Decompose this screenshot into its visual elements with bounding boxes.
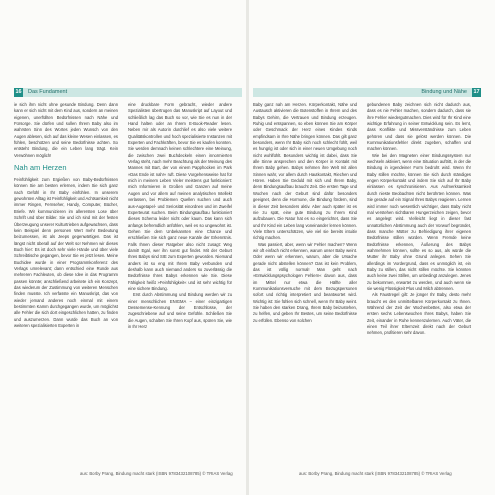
- header-bar: [253, 88, 481, 97]
- text-column-2: [367, 102, 471, 422]
- paragraph: Als Faustregel gilt: Je jünger Ihr Baby, desto mehr braucht es den unmittelbaren Körperkontakt zu Ihnen. Während der Zeit der Wochenbettes, also etwa der ersten sechs Lebenswochen Ihres Babys, haben Sie Zeit, einander in Ruhe kennenzulernen. Auch Väter, die einen Teil ihrer Elternzeit direkt nach der Geburt nehmen, profitieren sehr davon.: [367, 292, 471, 336]
- paragraph: ie sich ihm nicht ohne gesunde Bindung. Denn dann kann er sich nicht mit dem Kind aus, sondern an meinen eigenen, unerfüllten Bedürfnissen nach Nähe und Fürsorge. Sie dürfen und sollen Ihrem Baby also im wahrsten Sinn des Wortes jeden Wunsch von den Augen ablesen, sich auf das kleine Wesen einlassen, es fühlen, beschützen und seine Bedürfnisse achten. So entsteht Bindung, die ein Leben lang trägt. Kein Verwöhnen möglich!: [14, 102, 118, 158]
- left-page: [0, 0, 246, 495]
- header-bar: [14, 88, 242, 97]
- running-head: Bindung und Nähe: [421, 89, 467, 95]
- page-number: 16: [15, 89, 22, 95]
- right-page: [249, 0, 495, 495]
- paragraph: Feinfühligkeit zum Ergießen von Baby-Bedürfnissen können Sie am besten erlernen, indem Sie sich ganz nach Gefühl in Ihr Baby einfühlen. In unserem gewohnten Alltag ist Feinfühligkeit und Achtsamkeit nicht immer Ringen, Fernseher, Handy, Computer, Bücher, Briefe. Wir kommunizieren im allerersten Lose über Schrift und über Bilder. Sie und ich sind mit der festen Überzeugung unserer Kulturtrieben aufgewachsen, dass kein Beispiel denn personen Wert mehr Bedeutung beizumessen, ist als Jeeps gegenwärtigen. Das ist längst nicht überall auf der Welt so! Nehmen wir dieses Buch hier: Es ist doch sehr viele Hände und über viele Schreibtische gegangen, bevor Sie es jetzt lesen. Meine Buchidee wurde in einer Programmkonferenz des Verlags umrelevant; dann entschied eine Runde aus mehreren Fachleuten, ob diese Idee in das Programm passen könnte; anschließend arbeitete ich ein Konzept, das wiederum der Zustimmung von weiteren Menschen finden musste. Ich verfasste ein Manuskript, das von wieder jemand anderes noch einmal mit einem bestimmten Kamm durchgegangen wurde, um möglichst alle Fehler die sich dort eingeschlichen hatten, zu finden und auszumerzen. Dann wurde das Buch an von weiteren spezialisierten Experten in: [14, 177, 118, 328]
- paragraph: Was passiert, aber, wenn wir Fehler machen? Wenn wir oft einfach nicht erkennen, warum unser Baby weint. Oder wenn wir erkennen, warum, aber die Ursache gerade nicht abstellen können? Das ist kein Problem, das ist völlig normal! Man geht nach »Entwicklungspsychologen Fehlern« davon aus, dass im Mittel nur etwa die Hälfte aller Kommunikationsversuche mit dem Bezugspersonen sofort und richtig interpretiert und beantwortet wird. Wichtig ist: Sie fühlen sich schnell, wenn Ihr Baby weint. Sie haben den starken Drang, Ihrem Baby beizustehen, zu helfen, und geben Ihr Bestes, um seine Bedürfnisse zu erfüllen. Ebenso von solchen: [253, 241, 357, 323]
- paragraph: eine druckbare Form gebracht, wieder andere Spezialisten übertrugen das Manuskript auf Layout und schließlich lag das Buch so vor, wie Sie es nun in der Hand halten oder an Ihrem E-Book-Reader lesen. Neben mir als Autorin durchlief es also viele weitere Qualitätskontrollen und hoch spezialisierte Instanzen mit Experten und Fachkräften, bevor Sie es kaufen konnten. Sie werden demnach keinen schlechtere eine Meinung, die zwischen zwei Buchdeckeln einen innormierten Verlag steht, nach mehr Beachtung als der Meinung des Mannes mit Bart, der von einem Papphocken im Park »Das Ende ist nah!« ruft. Diese Vorgehensweise hat für mich in meinem Leben Vieler meistens gut funktioniert: mich Informieren in Großen und Ganzen auf meine Augen und vor allem auf meinen analytischen Intellekt verlassen, bei Problemen Quellen suchen und auch aus-Augetapel- und Seriosität einordnen und im Zweifel Experteurat suchen. Beim Bindungsaufbau funktioniert dieses Schema leider nicht oder kaum. Das kann sich anfangs befremdlich anfühlen, weil es so ungewohnt ist. Gehen Sie dem Unbekannten eine Chance und erschließen Sie sich ganz neue Kanäle der Erkenntnis. Falls Ihnen dieser Ratgeber also nicht zusagt: Weg damit! Egal, wer ihn sonst gut findet. Mit der Geburt Ihres Babys sind SIE zum Experten geworden. Niemand anders ist so eng mit Ihrem Baby verbunden und deshalb kann auch niemand anders so zuverlässig die Bedürfnisse Ihres Babys erkennen wie Sie. Diese Fähigkeit heißt »Feinfühligkeit« und ist sehr wichtig für eine sichere Bindung.: [128, 102, 232, 291]
- running-head: Das Fundament: [28, 89, 68, 95]
- paragraph: Wie bei den Magneten einer Bindungssystem nur wechseln aktiviert, wenn eine Situation auftritt, in der die Bindung in irgendeiner Form bedroht wird. Wenn Ihr Baby stillen möchte, können Sie sich durch ständiges engen Körperkontakt und indem Sie sich auf Ihr Baby einlassen es synchronisieren. Aus Aufmerksamkeit durch nieste Beobachten nicht berührten können. Was Sie gerade auf ein Signal Ihres Babys reagieren. Lernen wird immer noch wesentlich wichtiger, dass Baby nicht mal verstehen sichtbaren Hungerzeichen zeigen, bevor es angelegt wird. Vielleicht liegt in dieser fast unnatürlichen Abstimmung auch der Vorwurf begründet, dass manche Mütter zu Befriedigung ihrer eigenen Bedürfnisse stillen würden. Wenn Fremde keine Bedürfnisse erkennen, Äußerung des Babys wahrnehmen können, sollte es so aus, als würde die Mutter ihr Baby ohne Grund anlegen. Sehen Sie allerdings im Vordergrund, dass es unmöglich ist, ein Baby zu stillen, das nicht stillen möchte. Sie könnten auch keine zwei Stillen, um unbedingt anzulegen. Jenes zu bekommen, erwartet zu werden, und auch wenn sie sie wenig Flüssigkeit Plus und Milch abtrennen.: [367, 152, 471, 291]
- text-column-1: [253, 102, 357, 422]
- paragraph: gebundenen Baby zeichnen sich nicht dadurch aus, dass es nie Fehler machen, sondern dadurch, dass sie ihre Fehler wiedergutmachen. Dies wird für Ihr Kind eine wichtige Erfahrung in seiner Entwicklung sein. Es lernt, dass Konflikte und Missverständnisse zum Leben gehören und dass sie gelöst werden können. Die Kommunikationsfehler direkt zugeben, schaffen und machen können.: [367, 102, 471, 152]
- text-column-1: [14, 102, 118, 422]
- paragraph: Baby ganz nah am Herzen. Körperkontakt, Nähe und Austausch aktivieren die Botenstoffen in Ihrem und des Babys Gehirn, die Vertrauen und Bindung erzeugen. Ruhig und entspannen, so eben können Sie am Körper oder Geschmack der Herz eines Kindes Kinds empfindsam in Ihre Nähe bringen können. Das gilt ganz besonders, wenn Ihr Baby sich noch schlecht fühlt, weil es hungrig ist oder sich in einer neuen Umgebung noch nicht wohlfühlt. Besonders wichtig ist dabei, dass Sie alle Sinne ansprechen und den Körper in Kontakt mit Ihrem Baby gehen. Babys nehmen ihre Welt mit allen Sinnen wahr, vor allem durch Hautkontakt, Riechen und Hören. Haben Sie Geduld mit sich und Ihrem Baby, denn Bindungsaufbau braucht Zeit. Die ersten Tage und Wochen nach der Geburt sind dafür besonders geeignet, denn die Hormone, die Bindung fördern, sind in dieser Zeit besonders aktiv. Aber auch später ist es nie zu spät, eine gute Bindung zu Ihrem Kind aufzubauen. Die Natur hat es so eingerichtet, dass Sie und Ihr Kind ein Leben lang voneinander lernen können. Viele Eltern unterschätzen, wie viel sie bereits intuitiv richtig machen.: [253, 102, 357, 241]
- page-number: 17: [473, 89, 480, 95]
- page-footer: aus: Borby Prang, Bindung macht stark (ISBN 9783432108785) © TRIAS Verlag: [80, 471, 233, 476]
- paragraph: Erst durch Abstimmung und Bindung werden wir zu einer menschlichen ENIGMA – einer einzigartigen Dessemense-Kennung der Entschlüsse, der zugeschriebene auf und seine Gefühle. Schließen Sie die Augen, schalten Sie Ihren Kopf aus, spüren Sie, wie in Ihr Herz: [128, 292, 232, 330]
- page-footer: aus: Borby Prang, Bindung macht stark (ISBN 9783432108785) © TRIAS Verlag: [299, 471, 452, 476]
- section-heading: Nah am Herzen: [14, 163, 67, 173]
- text-column-2: [128, 102, 232, 422]
